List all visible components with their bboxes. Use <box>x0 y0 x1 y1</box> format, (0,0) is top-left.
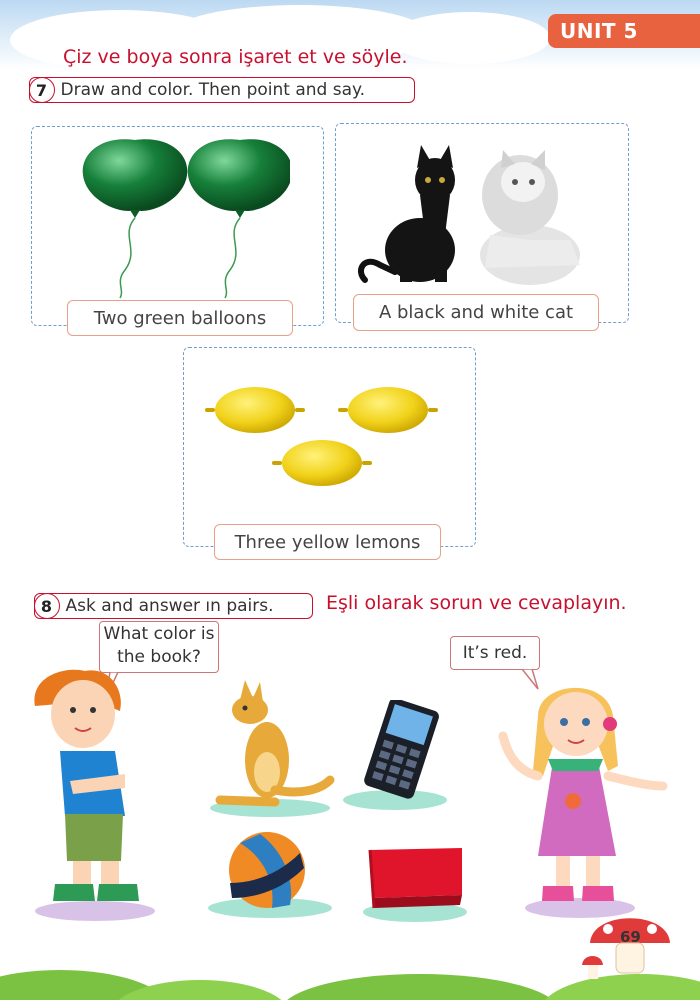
book-illustration <box>360 840 470 925</box>
ball-illustration <box>200 828 340 923</box>
caption-cat: A black and white cat <box>353 294 599 331</box>
white-cat-icon <box>480 150 580 285</box>
cat-illustration <box>355 140 585 285</box>
exercise-number: 8 <box>34 593 60 619</box>
balloon-icon <box>188 139 290 298</box>
exercise-8-instruction: Ask and answer ın pairs. <box>65 596 274 616</box>
unit-tab: UNIT 5 <box>548 14 700 48</box>
exercise-7-header <box>29 77 415 103</box>
answer-bubble: It’s red. <box>450 636 540 670</box>
exercise-8-turkish-instruction: Eşli olarak sorun ve cevaplayın. <box>326 592 627 614</box>
lemon-icon <box>274 440 370 486</box>
boy-illustration <box>25 666 155 926</box>
turkish-instruction: Çiz ve boya sonra işaret et ve söyle. <box>63 46 408 68</box>
phone-illustration <box>340 700 460 815</box>
page-number: 69 <box>620 928 641 946</box>
kangaroo-illustration <box>205 680 335 820</box>
balloons-illustration <box>80 130 290 300</box>
lemons-illustration <box>205 378 440 493</box>
exercise-7-instruction: Draw and color. Then point and say. <box>60 80 366 100</box>
exercise-number: 7 <box>29 77 55 103</box>
exercise-8-header <box>34 593 313 619</box>
lemon-icon <box>340 387 436 433</box>
lemon-icon <box>207 387 303 433</box>
question-bubble: What color is the book? <box>99 621 219 673</box>
balloon-icon <box>83 139 188 298</box>
girl-illustration <box>498 676 678 926</box>
caption-balloons: Two green balloons <box>67 300 293 336</box>
black-cat-icon <box>361 145 455 282</box>
caption-lemons: Three yellow lemons <box>214 524 441 560</box>
